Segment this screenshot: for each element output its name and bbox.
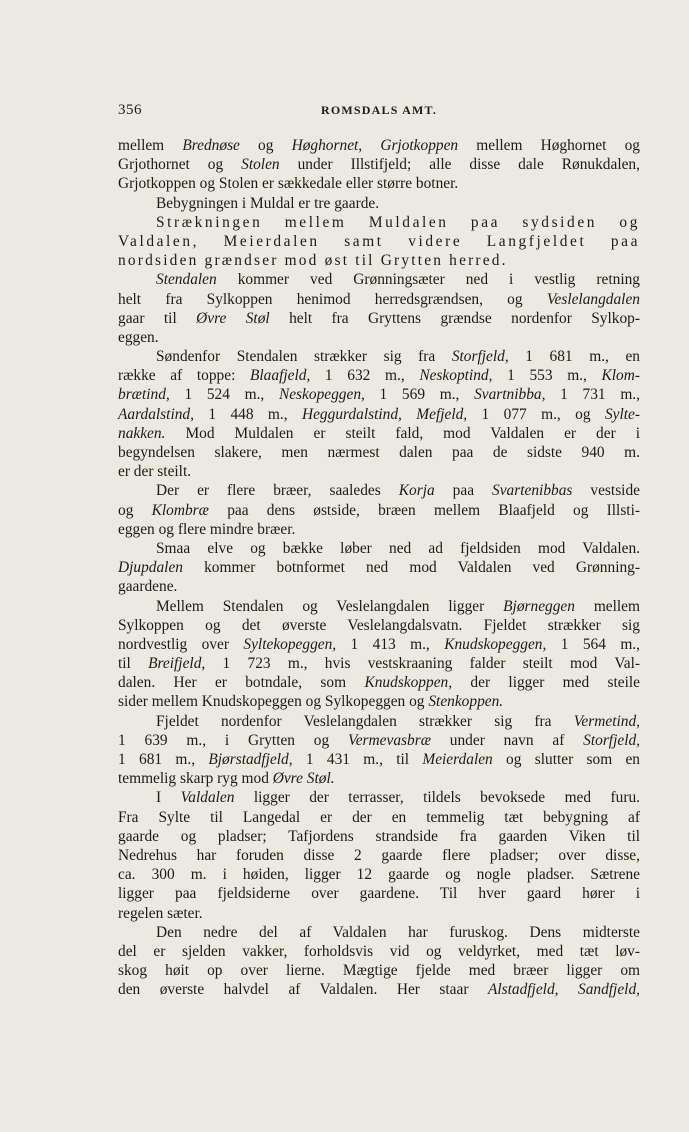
text-segment xyxy=(362,137,380,154)
running-head: ROMSDALS AMT. xyxy=(320,103,438,117)
text-segment: 1 723 m., hvis vestskraaning falder steilt mod Val- xyxy=(205,655,640,673)
text-line xyxy=(118,520,640,539)
text-line xyxy=(118,232,640,251)
italic-name: Svartnibba, xyxy=(474,386,546,404)
text-line xyxy=(118,980,640,999)
text-segment: Søndenfor Stendalen strækker sig fra xyxy=(156,348,452,366)
text-line xyxy=(118,290,640,309)
text-segment: ligger der terrasser, tildels bevoksede med furu. xyxy=(234,789,640,807)
italic-name: Sylte- xyxy=(604,405,640,423)
italic-name: Knudskoppen, xyxy=(364,674,453,692)
italic-name: Vermetind, xyxy=(573,712,640,730)
italic-name: Valdalen xyxy=(180,789,235,807)
text-line xyxy=(118,462,640,481)
italic-name: Bjørneggen xyxy=(503,597,575,615)
text-line xyxy=(118,635,640,654)
page-header xyxy=(118,102,640,122)
text-line xyxy=(118,827,640,846)
text-segment: til xyxy=(118,655,149,673)
text-segment: kommer botnformet ned mod Valdalen ved Grønning- xyxy=(182,559,640,577)
text-line xyxy=(118,309,640,328)
text-segment: 1 681 m., xyxy=(118,751,209,768)
text-line xyxy=(118,424,640,443)
italic-name: Stolen xyxy=(241,156,280,174)
italic-name: Heggurdalstind, xyxy=(301,405,402,423)
text-line xyxy=(118,692,640,711)
italic-name: Neskoptind, xyxy=(419,367,493,385)
text-line xyxy=(118,251,640,270)
text-segment: og slutter som en xyxy=(492,751,640,768)
text-line xyxy=(118,194,640,213)
italic-name: Neskopeggen, xyxy=(278,386,365,404)
italic-name: Vermevasbræ xyxy=(348,731,431,749)
text-segment: paa xyxy=(434,482,493,500)
text-segment: Strækningen mellem Muldalen paa sydsiden og xyxy=(156,213,640,231)
italic-name: Brednøse xyxy=(182,137,240,154)
italic-name: Grjotkoppen xyxy=(380,137,459,154)
text-segment: 1 632 m., xyxy=(310,367,420,385)
text-segment: ligger paa fjeldsiderne over gaardene. Til hver gaard hører i xyxy=(118,885,640,903)
text-segment: der ligger med steile xyxy=(452,674,640,692)
text-segment: under Illstifjeld; alle disse dale Rønukdalen, xyxy=(279,156,640,174)
text-segment: Fjeldet nordenfor Veslelangdalen strækker sig fra xyxy=(156,712,574,730)
text-line xyxy=(118,654,640,673)
text-line xyxy=(118,347,640,366)
text-segment: eggen og flere mindre bræer. xyxy=(118,520,296,538)
text-segment: sider mellem Knudskopeggen og Sylkopeggen og xyxy=(118,693,429,711)
text-segment: mellem xyxy=(118,137,183,154)
text-line xyxy=(118,443,640,462)
text-segment: regelen sæter. xyxy=(118,904,203,922)
italic-name: Mefjeld, xyxy=(416,405,468,423)
text-segment: Den nedre del af Valdalen har furuskog. Dens midterste xyxy=(156,923,640,941)
italic-name: Storfjeld, xyxy=(583,731,641,749)
text-segment: gaar til xyxy=(118,309,197,327)
text-segment: og xyxy=(118,501,152,519)
text-line xyxy=(118,884,640,903)
text-segment: den øverste halvdel af Valdalen. Her staar xyxy=(118,981,488,999)
italic-name: nakken. xyxy=(118,424,166,442)
text-segment: 1 569 m., xyxy=(364,386,475,404)
italic-name: Blaafjeld, xyxy=(250,367,311,385)
text-segment: og xyxy=(239,137,292,154)
text-segment: nordvestlig over xyxy=(118,635,244,653)
text-segment: 1 731 m., xyxy=(545,386,640,404)
text-segment: 1 564 m., xyxy=(546,635,641,653)
italic-name: Stendalen xyxy=(156,271,217,289)
text-line xyxy=(118,270,640,289)
text-segment xyxy=(559,981,579,998)
text-segment: helt fra Sylkoppen henimod herredsgrændsen, og xyxy=(118,290,547,308)
text-line xyxy=(118,923,640,942)
text-line xyxy=(118,712,640,731)
text-segment: temmelig skarp ryg mod xyxy=(118,770,273,788)
text-line xyxy=(118,865,640,884)
text-segment: Grjothornet og xyxy=(118,156,242,174)
text-segment: skog høit op over lierne. Mægtige fjelde med bræer ligger om xyxy=(118,962,640,980)
text-segment: kommer ved Grønningsæter ned i vestlig retning xyxy=(216,271,640,289)
text-segment: 1 448 m., xyxy=(193,405,302,423)
text-segment: 1 553 m., xyxy=(492,367,602,385)
text-segment: del er sjelden vakker, forholdsvis vid og veldyrket, med tæt løv- xyxy=(118,942,640,960)
italic-name: Sandfjeld, xyxy=(578,981,640,999)
italic-name: Storfjeld, xyxy=(451,348,509,366)
italic-name: Klombræ xyxy=(151,501,209,519)
text-segment: dalen. Her er botndale, som xyxy=(118,674,365,692)
text-segment: er der steilt. xyxy=(118,463,192,481)
text-segment: gaardene. xyxy=(118,578,178,596)
text-line xyxy=(118,366,640,385)
text-segment: Nedrehus har foruden disse 2 gaarde flere pladser; over disse, xyxy=(118,846,640,864)
text-line xyxy=(118,961,640,980)
italic-name: brætind, xyxy=(118,386,170,404)
text-segment: Grjotkoppen og Stolen er sækkedale eller større botner. xyxy=(118,175,459,193)
text-line xyxy=(118,788,640,807)
text-segment: Der er flere bræer, saaledes xyxy=(156,482,399,500)
text-line xyxy=(118,501,640,520)
text-segment: Fra Sylte til Langedal er der en temmelig tæt bebygning af xyxy=(118,808,640,826)
italic-name: Øvre Støl. xyxy=(272,770,335,788)
text-line xyxy=(118,405,640,424)
text-line xyxy=(118,769,640,788)
text-line xyxy=(118,155,640,174)
italic-name: Syltekopeggen, xyxy=(243,635,337,653)
text-segment: mellem Høghornet og xyxy=(458,137,640,154)
text-segment xyxy=(402,406,416,423)
text-segment: begyndelsen slakere, men nærmest dalen paa de sidste 940 m. xyxy=(118,444,640,461)
text-line xyxy=(118,213,640,232)
text-segment: paa dens østside, bræen mellem Blaafjeld og Illsti- xyxy=(208,501,640,519)
italic-name: Aardalstind, xyxy=(118,405,194,423)
italic-name: Knudskopeggen, xyxy=(444,635,547,653)
text-line xyxy=(118,750,640,769)
text-line xyxy=(118,597,640,616)
italic-name: Meierdalen xyxy=(422,751,493,768)
italic-name: Djupdalen xyxy=(118,559,183,577)
text-segment: Mod Muldalen er steilt fald, mod Valdalen er der i xyxy=(165,424,640,442)
text-line xyxy=(118,136,640,155)
text-segment: gaarde og pladser; Tafjordens strandside fra gaarden Viken til xyxy=(118,827,640,845)
text-segment: eggen. xyxy=(118,328,159,346)
text-line xyxy=(118,539,640,558)
text-line xyxy=(118,846,640,865)
page-number: 356 xyxy=(118,102,142,118)
text-line xyxy=(118,174,640,193)
text-line xyxy=(118,385,640,404)
text-segment: Smaa elve og bække løber ned ad fjeldsiden mod Valdalen. xyxy=(156,539,640,557)
text-line xyxy=(118,904,640,923)
text-segment: helt fra Gryttens grændse nordenfor Sylkop- xyxy=(269,309,640,327)
text-segment: vestside xyxy=(572,482,640,500)
text-segment: 1 413 m., xyxy=(336,635,445,653)
italic-name: Veslelangdalen xyxy=(546,290,640,308)
text-segment: 1 431 m., til xyxy=(292,751,423,768)
text-segment: 1 524 m., xyxy=(169,386,279,404)
text-line xyxy=(118,673,640,692)
text-line xyxy=(118,328,640,347)
italic-name: Øvre Støl xyxy=(196,309,270,327)
text-segment: mellem xyxy=(574,597,640,615)
text-segment: række af toppe: xyxy=(118,367,250,385)
body-text xyxy=(118,136,640,999)
text-segment: I xyxy=(156,789,181,807)
text-segment: under navn af xyxy=(430,731,584,749)
italic-name: Korja xyxy=(398,482,435,500)
text-line xyxy=(118,577,640,596)
text-segment: 1 681 m., en xyxy=(508,348,641,366)
text-line xyxy=(118,558,640,577)
italic-name: Stenkoppen. xyxy=(428,693,504,711)
text-line xyxy=(118,481,640,500)
text-segment: 1 639 m., i Grytten og xyxy=(118,731,349,749)
text-segment: Sylkoppen og det øverste Veslelangdalsvatn. Fjeldet strækker sig xyxy=(118,616,640,634)
text-segment: 1 077 m., og xyxy=(467,405,605,423)
italic-name: Alstadfjeld, xyxy=(487,981,559,999)
text-segment: Bebygningen i Muldal er tre gaarde. xyxy=(156,194,380,212)
text-segment: ca. 300 m. i høiden, ligger 12 gaarde og nogle pladser. Sætrene xyxy=(118,866,640,884)
italic-name: Svartenibbas xyxy=(492,482,573,500)
text-line xyxy=(118,731,640,750)
italic-name: Bjørstadfjeld, xyxy=(208,751,293,768)
text-line xyxy=(118,808,640,827)
italic-name: Høghornet, xyxy=(291,137,363,154)
italic-name: Breifjeld, xyxy=(148,655,206,673)
text-line xyxy=(118,616,640,635)
text-segment: nordsiden grændser mod øst til Grytten herred. xyxy=(118,252,508,270)
italic-name: Klom- xyxy=(601,367,640,385)
text-segment: Valdalen, Meierdalen samt videre Langfjeldet paa xyxy=(118,232,640,250)
text-segment: Mellem Stendalen og Veslelangdalen ligger xyxy=(156,597,504,615)
text-line xyxy=(118,942,640,961)
